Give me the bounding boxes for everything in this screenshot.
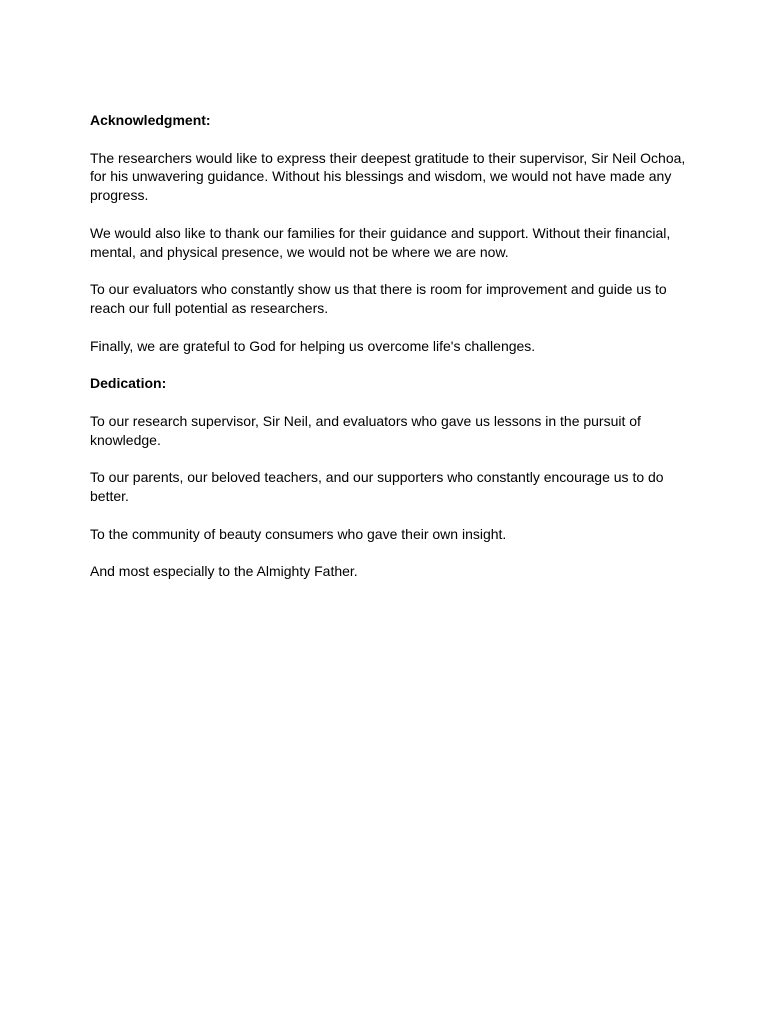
document-body (90, 111, 690, 600)
acknowledgment-heading: Acknowledgment: (90, 112, 211, 128)
dedication-paragraph: And most especially to the Almighty Father. (90, 563, 358, 580)
acknowledgment-paragraph: The researchers would like to express their deepest gratitude to their supervisor, Sir Neil Ochoa, for his unwavering guidance. Without his blessings and wisdom, we would not have made any progress. (90, 149, 686, 204)
acknowledgment-paragraph: We would also like to thank our families for their guidance and support. Without their financial, mental, and physical presence, we would not be where we are now. (90, 224, 671, 260)
acknowledgment-paragraph: Finally, we are grateful to God for helping us overcome life's challenges. (90, 337, 536, 354)
acknowledgment-paragraph: To our evaluators who constantly show us that there is room for improvement and guide us to reach our full potential as researchers. (90, 281, 667, 316)
dedication-paragraph: To our parents, our beloved teachers, and our supporters who constantly encourage us to do better. (90, 469, 664, 504)
dedication-paragraph: To the community of beauty consumers who gave their own insight. (90, 525, 507, 542)
dedication-heading: Dedication: (90, 375, 167, 392)
dedication-paragraph: To our research supervisor, Sir Neil, and evaluators who gave us lessons in the pursuit of knowledge. (90, 412, 641, 448)
